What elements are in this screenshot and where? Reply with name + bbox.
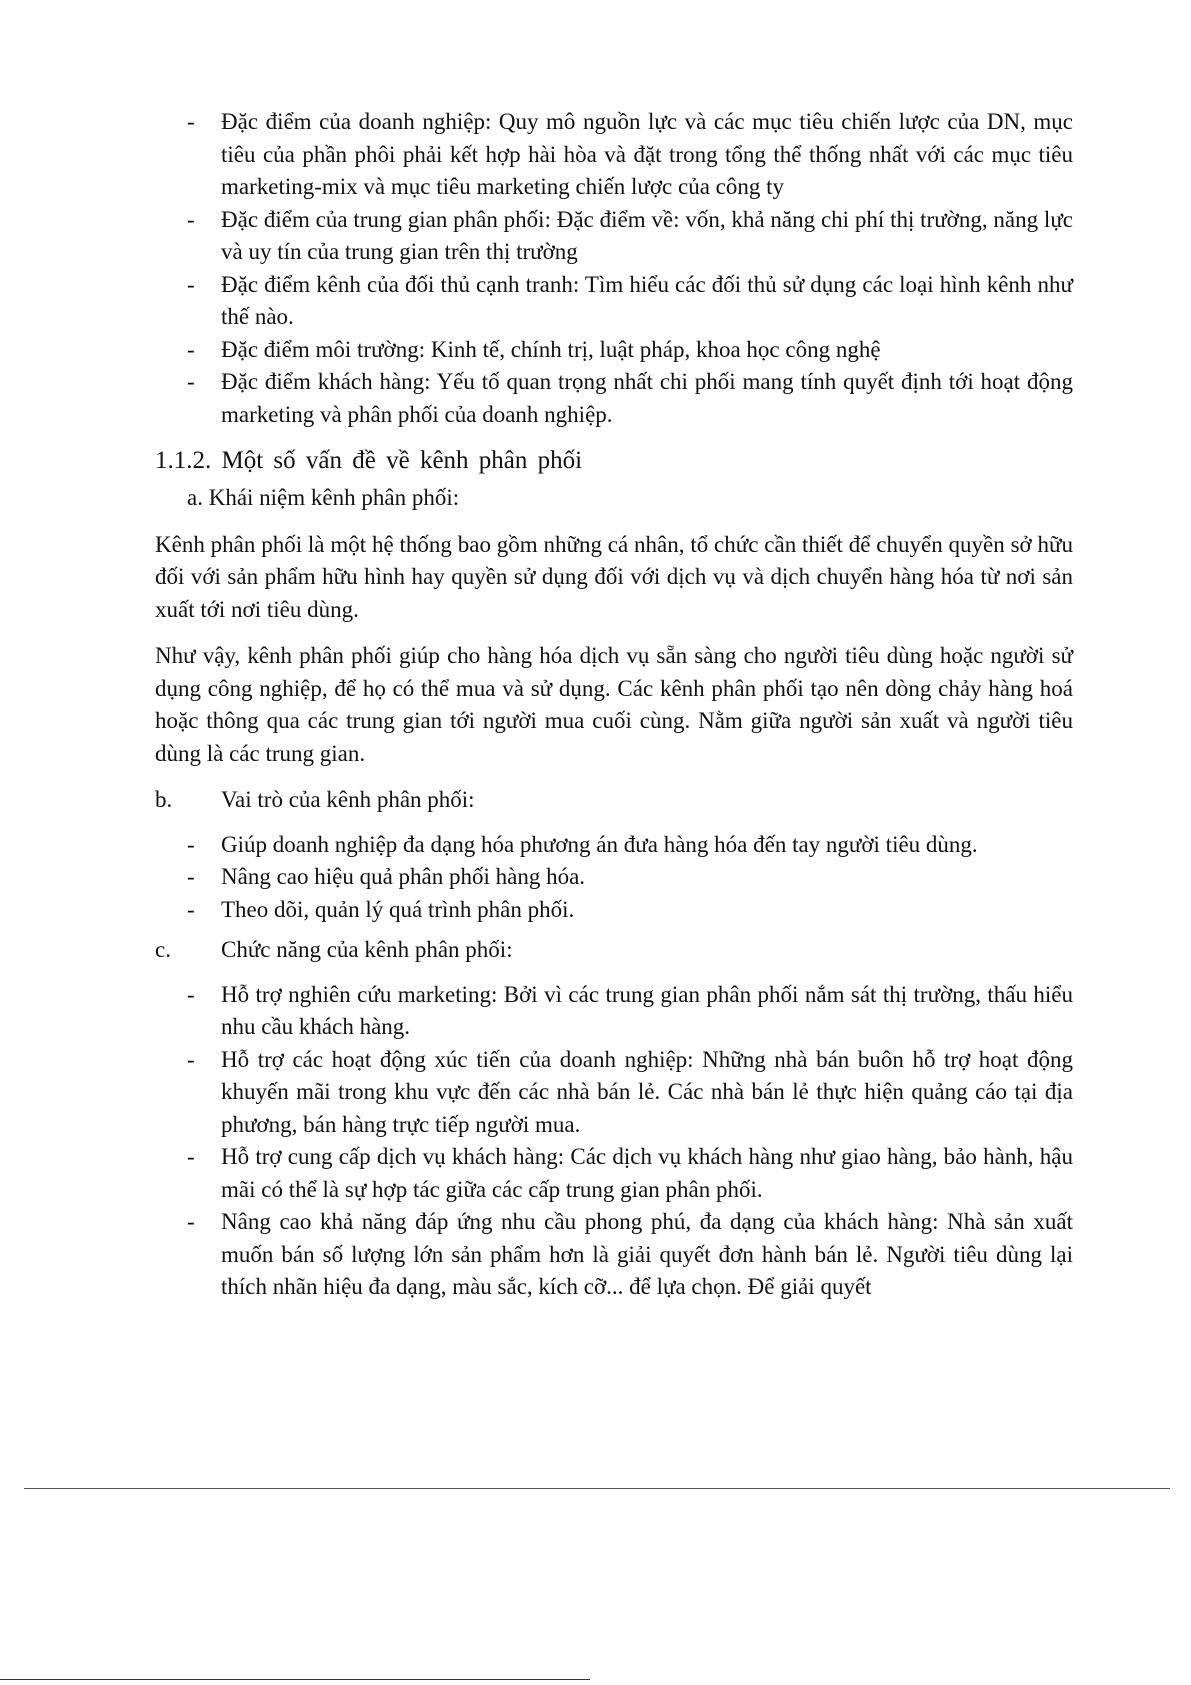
subheading-text: Chức năng của kênh phân phối: bbox=[221, 937, 513, 962]
subheading-a: a. Khái niệm kênh phân phối: bbox=[187, 485, 460, 510]
subheading-letter: c. bbox=[155, 937, 171, 962]
section-heading: 1.1.2. Một số vấn đề về kênh phân phối bbox=[155, 447, 583, 474]
paragraph: Như vậy, kênh phân phối giúp cho hàng hóa dịch vụ sẵn sàng cho người tiêu dùng hoặc người sử dụng công nghiệp, để họ có thể mua và sử dụng. Các kênh phân phối tạo nên dòng chảy hàng hoá hoặc thông qua các trung gian tới người mua cuối cùng. Nằm giữa người sản xuất và người tiêu dùng là các trung gian. bbox=[155, 643, 1073, 766]
role-list bbox=[155, 829, 1073, 927]
bullet-dash: - bbox=[187, 864, 195, 889]
list-item: - Đặc điểm kênh của đối thủ cạnh tranh: Tìm hiểu các đối thủ sử dụng các loại hình kênh như thế nào. bbox=[155, 269, 1073, 334]
paragraph: Kênh phân phối là một hệ thống bao gồm những cá nhân, tổ chức cần thiết để chuyển quyền sở hữu đối với sản phẩm hữu hình hay quyền sử dụng đối với dịch vụ và dịch chuyển hàng hóa từ nơi sản xuất tới nơi tiêu dùng. bbox=[155, 531, 1073, 622]
list-item: - Nâng cao hiệu quả phân phối hàng hóa. bbox=[155, 861, 1073, 894]
subheading-text: Vai trò của kênh phân phối: bbox=[221, 787, 475, 812]
bullet-dash: - bbox=[187, 1144, 195, 1169]
bottom-edge-line bbox=[0, 1679, 590, 1680]
bullet-dash: - bbox=[187, 896, 195, 922]
function-list bbox=[155, 979, 1073, 1304]
list-item: - Đặc điểm môi trường: Kinh tế, chính trị, luật pháp, khoa học công nghệ bbox=[155, 334, 1073, 367]
bullet-dash: - bbox=[187, 109, 195, 134]
bullet-dash: - bbox=[187, 1209, 195, 1234]
bullet-dash: - bbox=[187, 336, 195, 362]
list-item: - Đặc điểm của trung gian phân phối: Đặc điểm về: vốn, khả năng chi phí thị trường, năng lực và uy tín của trung gian trên thị trường bbox=[155, 204, 1073, 269]
list-item: - Theo dõi, quản lý quá trình phân phối. bbox=[155, 894, 1073, 927]
subheading-letter: b. bbox=[155, 787, 173, 812]
footer-divider bbox=[24, 1488, 1170, 1489]
bullet-dash: - bbox=[187, 1046, 195, 1072]
bullet-dash: - bbox=[187, 271, 195, 297]
list-item: - Hỗ trợ cung cấp dịch vụ khách hàng: Các dịch vụ khách hàng như giao hàng, bảo hành, hậu mãi có thể là sự hợp tác giữa các cấp trung gian phân phối. bbox=[155, 1141, 1073, 1206]
bullet-dash: - bbox=[187, 831, 195, 857]
list-item: - Đặc điểm khách hàng: Yếu tố quan trọng nhất chi phối mang tính quyết định tới hoạt động marketing và phân phối của doanh nghiệp. bbox=[155, 366, 1073, 431]
bullet-dash: - bbox=[187, 206, 195, 232]
list-item: - Hỗ trợ các hoạt động xúc tiến của doanh nghiệp: Những nhà bán buôn hỗ trợ hoạt động khuyến mãi trong khu vực đến các nhà bán lẻ. Các nhà bán lẻ thực hiện quảng cáo tại địa phương, bán hàng trực tiếp người mua. bbox=[155, 1044, 1073, 1142]
list-item: - Nâng cao khả năng đáp ứng nhu cầu phong phú, đa dạng của khách hàng: Nhà sản xuất muốn bán số lượng lớn sản phẩm hơn là giải quyết đơn hành bán lẻ. Người tiêu dùng lại thích nhãn hiệu đa dạng, màu sắc, kích cỡ... để lựa chọn. Để giải quyết bbox=[155, 1206, 1073, 1304]
subheading-c bbox=[155, 934, 1073, 967]
bullet-dash: - bbox=[187, 369, 195, 394]
page-content bbox=[155, 106, 1073, 1312]
subheading-b bbox=[155, 784, 1073, 817]
list-item: - Đặc điểm của doanh nghiệp: Quy mô nguồn lực và các mục tiêu chiến lược của DN, mục tiêu của phần phôi phải kết hợp hài hòa và đặt trong tổng thể thống nhất với các mục tiêu marketing-mix và mục tiêu marketing chiến lược của công ty bbox=[155, 106, 1073, 204]
bullet-dash: - bbox=[187, 981, 195, 1007]
list-item: - Giúp doanh nghiệp đa dạng hóa phương án đưa hàng hóa đến tay người tiêu dùng. bbox=[155, 829, 1073, 862]
factor-list bbox=[155, 106, 1073, 431]
list-item: - Hỗ trợ nghiên cứu marketing: Bởi vì các trung gian phân phối nắm sát thị trường, thấu hiểu nhu cầu khách hàng. bbox=[155, 979, 1073, 1044]
